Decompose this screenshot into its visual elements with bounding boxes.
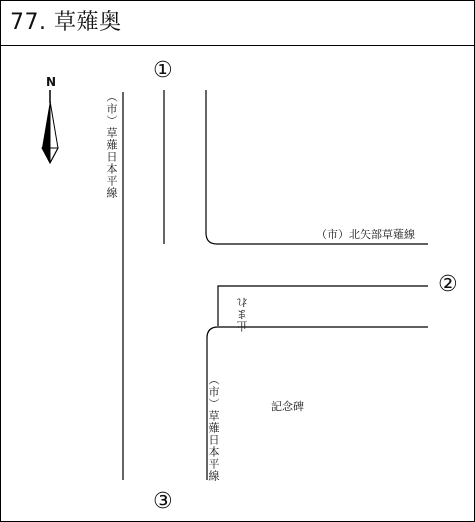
landmark-monument: 記念碑 <box>271 400 304 413</box>
road-label-kitayabe: （市）北矢部草薙線 <box>316 228 415 241</box>
north-arrow-icon <box>42 90 58 163</box>
road-east-lower-edge <box>207 327 428 480</box>
marker-2: ② <box>438 272 458 297</box>
road-marking-stop: 止まれ <box>236 296 249 332</box>
road-label-left-main: （市）草薙日本平線 <box>105 91 118 199</box>
road-label-lower-main: （市）草薙日本平線 <box>207 374 220 482</box>
page-title: 77. 草薙奥 <box>10 10 122 35</box>
marker-3: ③ <box>153 489 173 514</box>
road-north-right-edge <box>206 90 428 244</box>
compass-label: N <box>46 75 57 89</box>
marker-1: ① <box>153 58 173 83</box>
road-east-upper-edge <box>218 286 428 326</box>
